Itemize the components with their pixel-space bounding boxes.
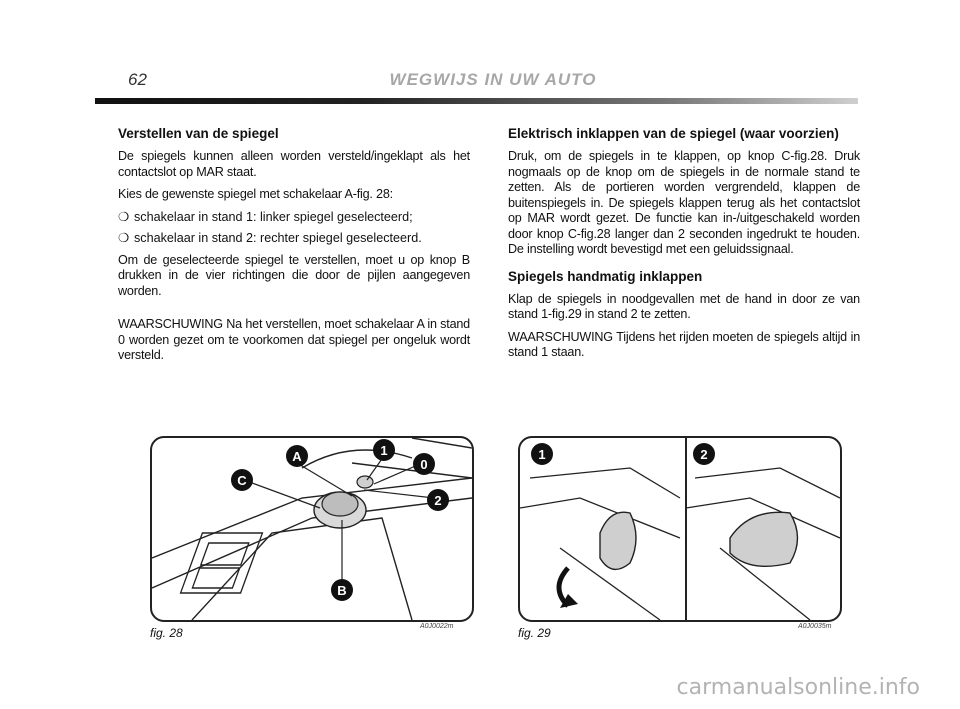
right-column	[508, 126, 860, 368]
page-header	[128, 70, 858, 92]
callout-label: 2	[700, 447, 708, 462]
warning-paragraph: WAARSCHUWING Tijdens het rijden moeten de spiegels altijd in stand 1 staan.	[508, 329, 860, 359]
callout-label: C	[237, 473, 247, 488]
warning-paragraph: WAARSCHUWING Na het verstellen, moet schakelaar A in stand 0 worden gezet om te voorkomen dat spiegel per ongeluk wordt versteld.	[118, 317, 470, 362]
fig29-callouts	[531, 443, 715, 465]
figure-29-manual-fold	[518, 436, 842, 622]
running-title: WEGWIJS IN UW AUTO	[389, 70, 597, 89]
list-item-text: schakelaar in stand 2: rechter spiegel geselecteerd.	[134, 231, 422, 245]
figure-28-mirror-switch	[150, 436, 474, 622]
figure-caption: fig. 28	[150, 626, 183, 640]
watermark: carmanualsonline.info	[676, 675, 920, 700]
list-item	[118, 231, 470, 247]
list-item-text: schakelaar in stand 1: linker spiegel geselecteerd;	[134, 209, 413, 224]
paragraph: Om de geselecteerde spiegel te verstellen, moet u op knop B drukken in de vier richtingen die door de pijlen aangegeven worden.	[118, 252, 470, 298]
bullet-icon: ❍	[118, 231, 130, 245]
section-heading-manual-fold: Spiegels handmatig inklappen	[508, 268, 703, 284]
callout-label: A	[292, 449, 302, 464]
paragraph: Klap de spiegels in noodgevallen met de hand in door ze van stand 1-fig.29 in stand 2 te zetten.	[508, 291, 860, 321]
callout-label: 1	[380, 443, 388, 458]
header-rule	[95, 98, 858, 104]
section-heading-electric-fold: Elektrisch inklappen van de spiegel (waar voorzien)	[508, 126, 839, 141]
page-number: 62	[128, 70, 147, 89]
figure-caption: fig. 29	[518, 626, 551, 640]
figure-code: A0J0035m	[798, 623, 832, 630]
paragraph: De spiegels kunnen alleen worden versteld/ingeklapt als het contactslot op MAR staat.	[118, 149, 470, 179]
callout-label: 2	[434, 493, 442, 508]
list-item	[118, 210, 470, 226]
figure-code: A0J0022m	[420, 623, 454, 630]
paragraph: Druk, om de spiegels in te klappen, op knop C-fig.28. Druk nogmaals op de knop om de spiegels in de normale stand te zetten. Als de portieren worden vergrendeld, klappen de buitenspiegels in. De spiegels klappen terug als het contactslot op MAR wordt gezet. De functie kan in-/uitgeschakeld worden door knop C-fig.28 langer dan 2 seconden ingedrukt te houden. De instelling wordt bevestigd met een geluidssignaal.	[508, 149, 860, 256]
callout-label: 1	[538, 447, 546, 462]
paragraph: Kies de gewenste spiegel met schakelaar A-fig. 28:	[118, 187, 393, 201]
left-column	[118, 126, 470, 371]
bullet-icon: ❍	[118, 209, 130, 224]
callout-label: B	[337, 583, 347, 598]
section-heading-adjust: Verstellen van de spiegel	[118, 126, 279, 141]
callout-label: 0	[420, 457, 428, 472]
